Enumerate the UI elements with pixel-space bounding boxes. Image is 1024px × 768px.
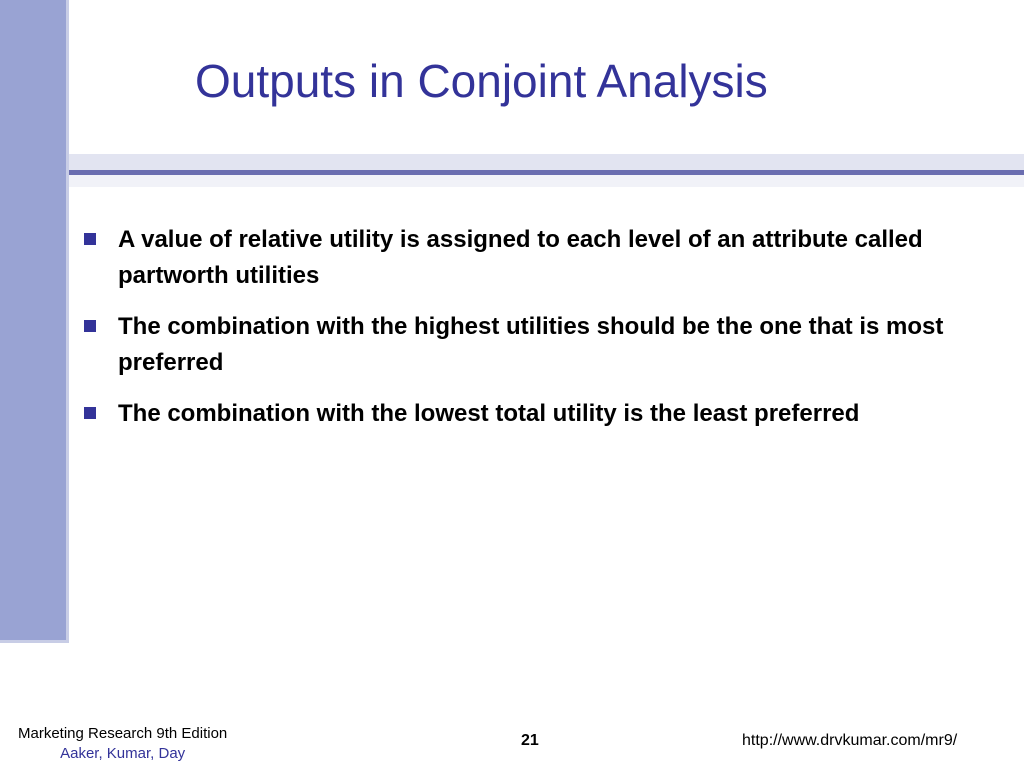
bullet-list (82, 222, 1002, 447)
bullet-item (82, 222, 1002, 294)
page-number: 21 (521, 732, 539, 749)
bullet-text: The combination with the highest utilities should be the one that is most preferred (118, 313, 944, 376)
bullet-text: The combination with the lowest total utility is the least preferred (118, 400, 860, 427)
bullet-item (82, 309, 1002, 381)
bullet-text: A value of relative utility is assigned to each level of an attribute called partworth utilities (118, 226, 923, 289)
title-rule-under (69, 175, 1024, 187)
slide-title: Outputs in Conjoint Analysis (195, 55, 768, 107)
square-bullet-icon (84, 233, 96, 245)
left-decorative-bar (0, 0, 69, 643)
square-bullet-icon (84, 407, 96, 419)
footer-url: http://www.drvkumar.com/mr9/ (742, 732, 958, 749)
footer-book-info (18, 724, 227, 764)
bullet-item (82, 396, 1002, 432)
footer-book-title: Marketing Research 9th Edition (18, 725, 228, 742)
footer-authors: Aaker, Kumar, Day (60, 745, 186, 762)
title-rule-light (69, 154, 1024, 170)
square-bullet-icon (84, 320, 96, 332)
